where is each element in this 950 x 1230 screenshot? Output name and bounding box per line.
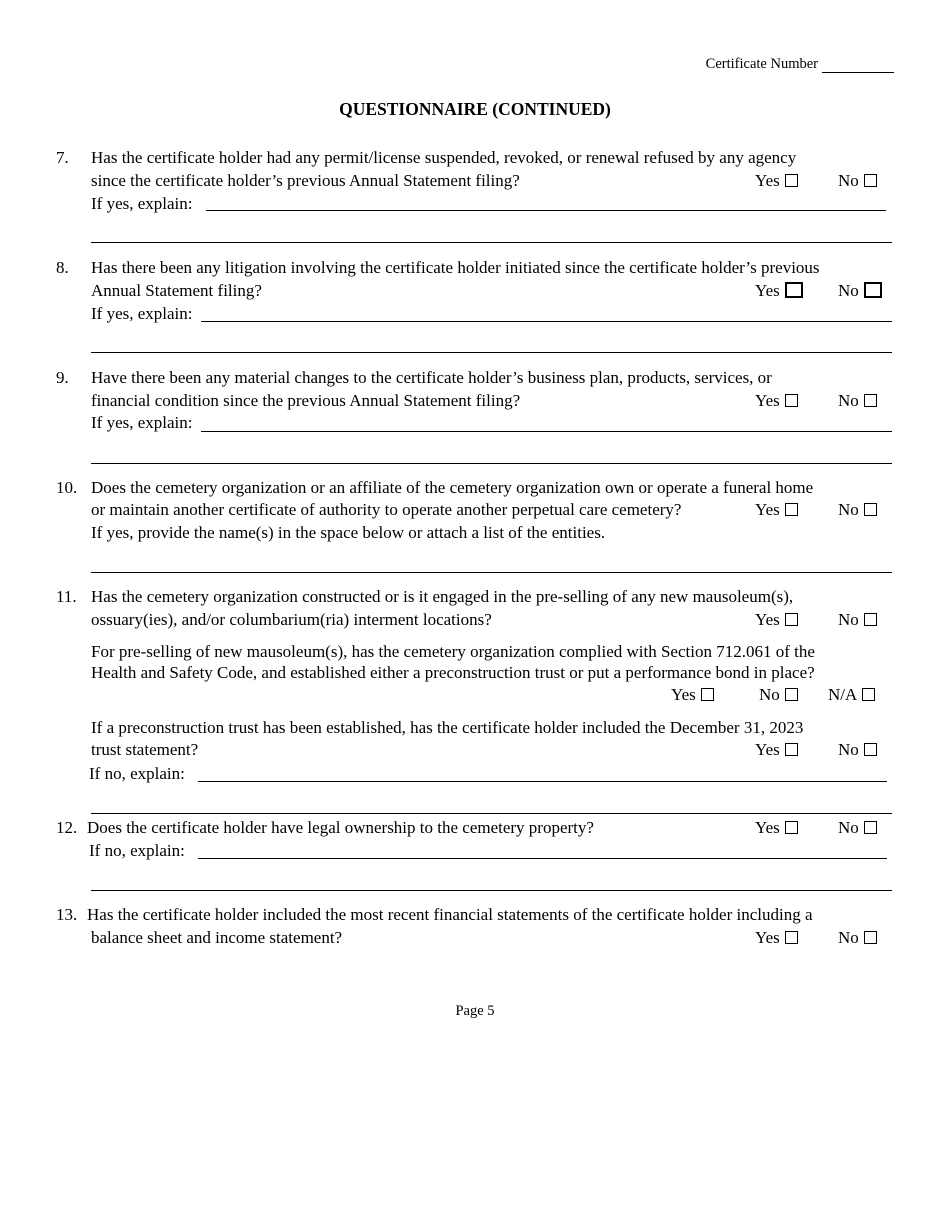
q13-no-option[interactable] (838, 927, 877, 949)
q10-yes-option[interactable] (755, 499, 798, 521)
page-title: QUESTIONNAIRE (CONTINUED) (339, 99, 611, 119)
q11-sub2-line2: trust statement? (91, 740, 199, 759)
q13-no-checkbox[interactable] (864, 931, 877, 944)
q11-explain-field-2[interactable] (91, 813, 892, 814)
q8-no-option[interactable] (838, 280, 882, 302)
yes-label: Yes (755, 281, 780, 300)
q11-sub1-na-option[interactable] (828, 684, 875, 706)
q7-no-option[interactable] (838, 170, 877, 192)
q9-yes-checkbox[interactable] (785, 394, 798, 407)
q11-sub2-no-checkbox[interactable] (864, 743, 877, 756)
yes-label: Yes (755, 171, 780, 190)
q11-sub1-no-checkbox[interactable] (785, 688, 798, 701)
q13-text-line2: balance sheet and income statement? (91, 928, 343, 947)
no-label: No (838, 740, 859, 759)
q10-entities-field[interactable] (91, 572, 892, 573)
q10-text-line2: or maintain another certificate of authority to operate another perpetual care cemetery? (91, 500, 682, 519)
q9-number: 9. (56, 368, 69, 387)
no-label: No (838, 281, 859, 300)
q7-yes-checkbox[interactable] (785, 174, 798, 187)
q10-text-line1: Does the cemetery organization or an affiliate of the cemetery organization own or operate a funeral home (91, 478, 814, 497)
q11-no-option[interactable] (838, 609, 877, 631)
q8-text-line2: Annual Statement filing? (91, 281, 262, 300)
q12-yes-checkbox[interactable] (785, 821, 798, 834)
q11-sub1-yes-option[interactable] (671, 684, 714, 706)
no-label: No (838, 818, 859, 837)
yes-label: Yes (755, 928, 780, 947)
q12-no-checkbox[interactable] (864, 821, 877, 834)
q13-yes-checkbox[interactable] (785, 931, 798, 944)
q11-sub1-line2: Health and Safety Code, and established either a preconstruction trust or put a performance bond in place? (91, 663, 815, 682)
q10-number: 10. (56, 478, 78, 497)
yes-label: Yes (755, 740, 780, 759)
q12-yes-option[interactable] (755, 817, 798, 839)
no-label: No (838, 500, 859, 519)
q9-explain-field[interactable] (201, 431, 892, 432)
q12-text-line1: Does the certificate holder have legal ownership to the cemetery property? (87, 818, 594, 837)
q7-yes-option[interactable] (755, 170, 798, 192)
q7-text-line1: Has the certificate holder had any permit/license suspended, revoked, or renewal refused by any agency (91, 148, 797, 167)
q12-explain-field[interactable] (198, 858, 887, 859)
q10-text-line3: If yes, provide the name(s) in the space below or attach a list of the entities. (91, 523, 606, 542)
q13-yes-option[interactable] (755, 927, 798, 949)
q11-explain-label: If no, explain: (89, 764, 185, 783)
q9-no-checkbox[interactable] (864, 394, 877, 407)
q7-text-line2: since the certificate holder’s previous Annual Statement filing? (91, 171, 520, 190)
q11-sub1-no-option[interactable] (759, 684, 798, 706)
q12-explain-field-2[interactable] (91, 890, 892, 891)
na-label: N/A (828, 685, 858, 704)
q11-sub1-na-checkbox[interactable] (862, 688, 875, 701)
no-label: No (838, 610, 859, 629)
page-number: Page 5 (455, 1003, 495, 1019)
q9-text-line2: financial condition since the previous Annual Statement filing? (91, 391, 521, 410)
q8-yes-option[interactable] (755, 280, 803, 302)
q7-explain-field[interactable] (206, 210, 886, 211)
q8-explain-label: If yes, explain: (91, 304, 193, 323)
q8-explain-field-2[interactable] (91, 352, 892, 353)
q12-explain-label: If no, explain: (89, 841, 185, 860)
q12-number: 12. (56, 818, 78, 837)
q8-no-checkbox[interactable] (864, 282, 882, 298)
q7-no-checkbox[interactable] (864, 174, 877, 187)
q7-explain-label: If yes, explain: (91, 194, 193, 213)
q13-number: 13. (56, 905, 78, 924)
q8-number: 8. (56, 258, 69, 277)
no-label: No (838, 391, 859, 410)
certificate-number-field[interactable] (822, 58, 894, 73)
q9-explain-label: If yes, explain: (91, 413, 193, 432)
q11-yes-option[interactable] (755, 609, 798, 631)
q11-sub2-line1: If a preconstruction trust has been established, has the certificate holder included the December 31, 2023 (91, 718, 804, 737)
q10-yes-checkbox[interactable] (785, 503, 798, 516)
q11-sub1-yes-checkbox[interactable] (701, 688, 714, 701)
q9-yes-option[interactable] (755, 390, 798, 412)
q13-text-line1: Has the certificate holder included the most recent financial statements of the certificate holder including a (87, 905, 813, 924)
q9-explain-field-2[interactable] (91, 463, 892, 464)
no-label: No (838, 928, 859, 947)
q8-yes-checkbox[interactable] (785, 282, 803, 298)
q10-no-option[interactable] (838, 499, 877, 521)
yes-label: Yes (755, 391, 780, 410)
yes-label: Yes (671, 685, 696, 704)
q11-no-checkbox[interactable] (864, 613, 877, 626)
yes-label: Yes (755, 818, 780, 837)
q7-number: 7. (56, 148, 69, 167)
yes-label: Yes (755, 500, 780, 519)
q11-text-line1: Has the cemetery organization constructed or is it engaged in the pre-selling of any new mausoleum(s), (91, 587, 794, 606)
q12-no-option[interactable] (838, 817, 877, 839)
q8-explain-field[interactable] (201, 321, 892, 322)
q9-no-option[interactable] (838, 390, 877, 412)
q7-explain-field-2[interactable] (91, 242, 892, 243)
q11-sub2-no-option[interactable] (838, 739, 877, 761)
certificate-number-label: Certificate Number (705, 56, 818, 72)
q11-number: 11. (56, 587, 77, 606)
certificate-number (706, 56, 894, 73)
q11-sub2-yes-checkbox[interactable] (785, 743, 798, 756)
q9-text-line1: Have there been any material changes to the certificate holder’s business plan, products, services, or (91, 368, 772, 387)
no-label: No (838, 171, 859, 190)
yes-label: Yes (755, 610, 780, 629)
q11-text-line2: ossuary(ies), and/or columbarium(ria) interment locations? (91, 610, 492, 629)
q11-sub2-yes-option[interactable] (755, 739, 798, 761)
q11-explain-field[interactable] (198, 781, 887, 782)
q11-yes-checkbox[interactable] (785, 613, 798, 626)
q11-sub1-line1: For pre-selling of new mausoleum(s), has the cemetery organization complied with Section 712.061 of the (91, 642, 815, 661)
q10-no-checkbox[interactable] (864, 503, 877, 516)
no-label: No (759, 685, 780, 704)
q8-text-line1: Has there been any litigation involving the certificate holder initiated since the certificate holder’s previous (91, 258, 820, 277)
